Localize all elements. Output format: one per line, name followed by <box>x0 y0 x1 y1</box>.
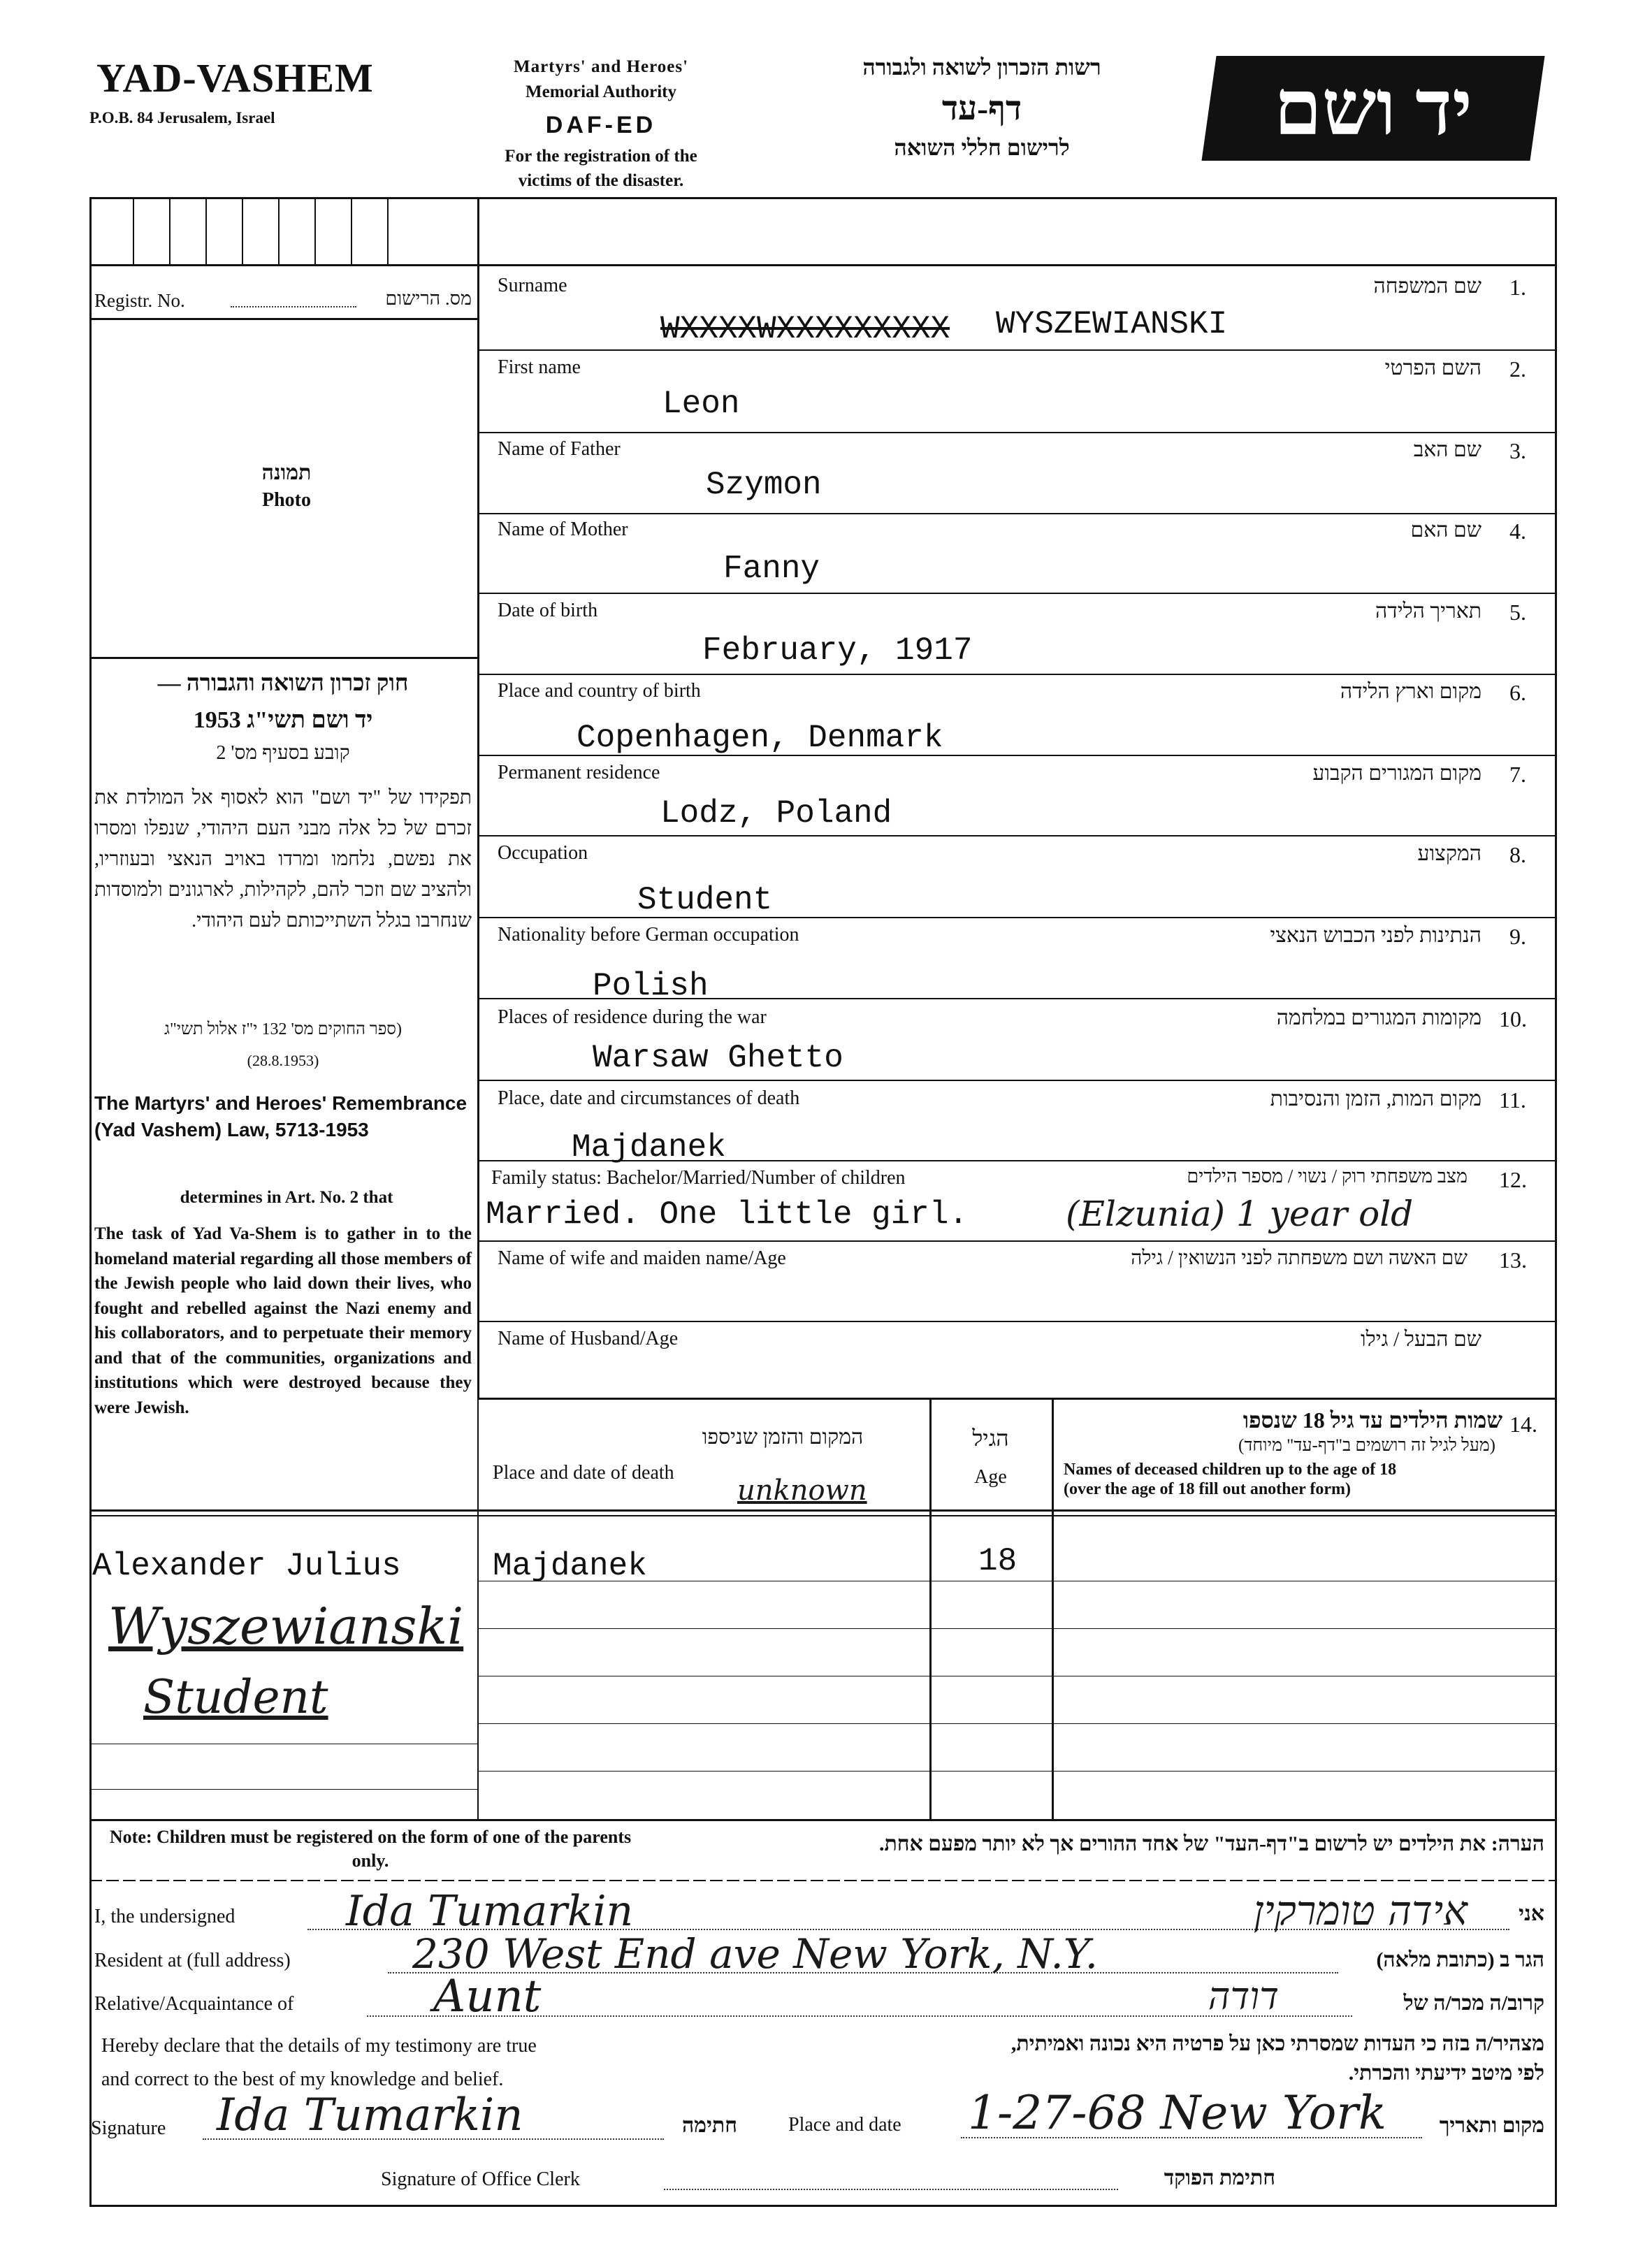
field-2-heb: השם הפרטי <box>1384 356 1481 379</box>
law-heb-art: קובע בסעיף מס' 2 <box>216 742 350 764</box>
child-place: Majdanek <box>493 1548 647 1584</box>
relative-label: Relative/Acquaintance of <box>94 1993 294 2015</box>
law-en-body: The task of Yad Va-Shem is to gather in to the homeland material regarding all those members of the Jewish people who laid down their lives, who fought and rebelled against the Nazi enemy and his collaborators, and to perpetuate their memory and that of the communities, organizations and institutions which were destroyed because they were Jewish. <box>94 1224 472 1417</box>
field-1-value: WYSZEWIANSKI <box>996 306 1228 342</box>
child-name-typed: Alexander Julius <box>92 1548 401 1584</box>
law-heb-body: תפקידו של "יד ושם" הוא לאסוף אל המולדת את זכרם של כל אלה מבני העם היהודי, שנפלו ומסרו את נפשם, נלחמו ומרדו באויב הנאצי ובעוזריו, ולהציב שם וזכר להם, לקהילות, לארגונים ולמוסדות שנחרבו בגלל השתייכותם לעם היהודי. <box>94 787 472 932</box>
field-11-num: 11. <box>1499 1087 1526 1113</box>
children-en-title: Names of deceased children up to the age of 18 <box>1064 1461 1397 1479</box>
relative-heb: קרוב/ה מכר/ה של <box>1403 1992 1544 2015</box>
field-3-value: Szymon <box>706 467 822 503</box>
field-8-heb: המקצוע <box>1417 842 1481 865</box>
field-13-heb: שם האשה ושם משפחתה לפני הנשואין / גילה <box>1131 1247 1468 1269</box>
age-heb: הגיל <box>972 1426 1009 1451</box>
law-en-art: determines in Art. No. 2 that <box>180 1188 393 1207</box>
undersigned-heb-hand: אידה טומרקין <box>1253 1887 1468 1934</box>
law-heb-ref: (ספר החוקים מס' 132 י"ז אלול תשי"ג <box>164 1020 402 1038</box>
registr-heb: מס. הרישום <box>385 288 472 309</box>
signature-value: Ida Tumarkin <box>217 2089 523 2141</box>
field-3-num: 3. <box>1509 438 1526 463</box>
husband-label: Name of Husband/Age <box>498 1328 679 1349</box>
header-center-line3: For the registration of the <box>505 147 697 166</box>
header-center-line2: Memorial Authority <box>526 82 676 101</box>
field-2-num: 2. <box>1509 356 1526 382</box>
field-4-label: Name of Mother <box>498 519 628 540</box>
field-7-label: Permanent residence <box>498 762 660 783</box>
header-daf-ed: DAF-ED <box>545 112 657 138</box>
signature-heb: חתימה <box>682 2114 737 2137</box>
field-1-heb: שם המשפחה <box>1373 275 1481 298</box>
resident-heb: הגר ב (כתובת מלאה) <box>1376 1948 1544 1971</box>
place-date-value: 1-27-68 New York <box>968 2086 1386 2140</box>
undersigned-label: I, the undersigned <box>94 1906 236 1927</box>
children-heb-sub: (מעל לגיל זה רושמים ב"דף-עד" מיוחד) <box>1238 1436 1495 1455</box>
field-13-num: 13. <box>1499 1247 1527 1273</box>
photo-label: Photo <box>262 489 311 511</box>
field-10-value: Warsaw Ghetto <box>593 1040 843 1076</box>
resident-value: 230 West End ave New York, N.Y. <box>412 1930 1099 1978</box>
husband-heb: שם הבעל / גילו <box>1361 1328 1481 1351</box>
field-8-label: Occupation <box>498 842 588 864</box>
field-7-value: Lodz, Poland <box>660 795 892 832</box>
field-5-heb: תאריך הלידה <box>1375 600 1481 623</box>
children-heb-title: שמות הילדים עד גיל 18 שנספו <box>1242 1407 1502 1433</box>
field-12-heb: מצב משפחתי רוק / נשוי / מספר הילדים <box>1187 1166 1468 1187</box>
field-3-label: Name of Father <box>498 438 621 460</box>
field-6-label: Place and country of birth <box>498 680 701 702</box>
field-5-num: 5. <box>1509 600 1526 625</box>
declare-en-line2: and correct to the best of my knowledge and belief. <box>101 2069 504 2090</box>
clerk-label: Signature of Office Clerk <box>381 2168 580 2190</box>
field-2-label: First name <box>498 356 581 378</box>
children-en-sub: (over the age of 18 fill out another form) <box>1064 1480 1352 1498</box>
law-heb-sub: יד ושם תשי"ג 1953 <box>193 707 373 733</box>
registr-digit-boxes <box>133 199 391 264</box>
field-1-num: 1. <box>1509 275 1526 300</box>
field-2-value: Leon <box>662 386 740 422</box>
field-11-label: Place, date and circumstances of death <box>498 1087 800 1109</box>
field-6-value: Copenhagen, Denmark <box>577 720 943 756</box>
photo-heb: תמונה <box>261 461 312 484</box>
child-occupation-handwritten: Student <box>143 1670 328 1724</box>
field-6-heb: מקום וארץ הלידה <box>1340 680 1481 703</box>
field-5-label: Date of birth <box>498 600 598 621</box>
header-heb-line1: רשות הזכרון לשואה ולגבורה <box>862 55 1101 80</box>
declare-en-line1: Hereby declare that the details of my testimony are true <box>101 2035 537 2057</box>
field-6-num: 6. <box>1509 680 1526 705</box>
age-label: Age <box>974 1466 1007 1488</box>
relative-heb-hand: דודה <box>1208 1974 1279 2018</box>
note-en: Note: Children must be registered on the form of one of the parents only. <box>109 1827 632 1871</box>
logo-text: יד ושם <box>1274 66 1472 151</box>
yad-vashem-logo <box>1201 56 1544 161</box>
place-label: Place and date of death <box>493 1462 674 1484</box>
law-en-title: The Martyrs' and Heroes' Remembrance (Yad Vashem) Law, 5713-1953 <box>94 1092 468 1140</box>
header-center-line1: Martyrs' and Heroes' <box>513 57 689 76</box>
field-5-value: February, 1917 <box>702 632 973 669</box>
field-10-num: 10. <box>1499 1006 1527 1031</box>
resident-label: Resident at (full address) <box>94 1950 291 1971</box>
field-12-num: 12. <box>1499 1167 1527 1192</box>
field-9-num: 9. <box>1509 924 1526 949</box>
header-heb-line3: לרישום חללי השואה <box>894 135 1070 160</box>
law-date: (28.8.1953) <box>247 1052 319 1069</box>
place-date-heb: מקום ותאריך <box>1439 2114 1544 2137</box>
field-9-heb: הנתינות לפני הכבוש הנאצי <box>1270 924 1481 947</box>
field-8-num: 8. <box>1509 842 1526 867</box>
clerk-heb: חתימת הפוקד <box>1164 2166 1275 2189</box>
field-7-heb: מקום המגורים הקבוע <box>1312 762 1481 785</box>
field-11-heb: מקום המות, הזמן והנסיבות <box>1270 1087 1481 1110</box>
place-handwritten: unknown <box>737 1475 867 1507</box>
field-4-heb: שם האם <box>1410 519 1481 542</box>
declare-heb-line1: מצהיר/ה בזה כי העדות שמסרתי כאן על פרטיה היא נכונה ואמיתית, <box>1010 2032 1544 2055</box>
note-heb: הערה: את הילדים יש לרשום ב"דף-העד" של אחד ההורים אך לא יותר מפעם אחת. <box>878 1832 1544 1855</box>
declare-heb-line2: לפי מיטב ידיעתי והכרתי. <box>1348 2062 1544 2085</box>
field-10-label: Places of residence during the war <box>498 1006 767 1028</box>
field-7-num: 7. <box>1509 762 1526 787</box>
field-3-heb: שם האב <box>1413 438 1481 461</box>
field-9-value: Polish <box>593 968 709 1004</box>
field-9-label: Nationality before German occupation <box>498 924 799 946</box>
org-address: P.O.B. 84 Jerusalem, Israel <box>89 109 275 126</box>
field-4-value: Fanny <box>723 551 820 587</box>
children-num: 14. <box>1509 1412 1537 1437</box>
registr-label: Registr. No. <box>94 290 185 311</box>
undersigned-heb: אני <box>1519 1902 1544 1925</box>
field-10-heb: מקומות המגורים במלחמה <box>1276 1006 1481 1029</box>
header-heb-daf: דף-עד <box>941 90 1022 127</box>
field-12-handwritten: (Elzunia) 1 year old <box>1066 1194 1414 1234</box>
relative-value: Aunt <box>433 1971 542 2022</box>
field-1-label: Surname <box>498 275 567 296</box>
org-title: YAD-VASHEM <box>96 55 374 101</box>
place-heb: המקום והזמן שניספו <box>702 1426 864 1449</box>
undersigned-value: Ida Tumarkin <box>346 1887 634 1936</box>
field-8-value: Student <box>637 882 773 918</box>
field-11-value: Majdanek <box>572 1129 726 1166</box>
field-4-num: 4. <box>1509 519 1526 544</box>
signature-label: Signature <box>91 2117 166 2139</box>
law-heb-title: חוק זכרון השואה והגבורה — <box>157 671 409 696</box>
field-13-label: Name of wife and maiden name/Age <box>498 1247 786 1269</box>
field-12-value: Married. One little girl. <box>486 1196 969 1233</box>
place-date-label: Place and date <box>788 2114 901 2136</box>
field-1-struck-value: WXXXXWXXXXXXXXX <box>660 311 950 347</box>
header-center-line4: victims of the disaster. <box>518 171 684 190</box>
child-age: 18 <box>978 1543 1017 1579</box>
child-name-handwritten: Wyszewianski <box>108 1597 464 1656</box>
field-12-label: Family status: Bachelor/Married/Number of children <box>491 1167 906 1189</box>
